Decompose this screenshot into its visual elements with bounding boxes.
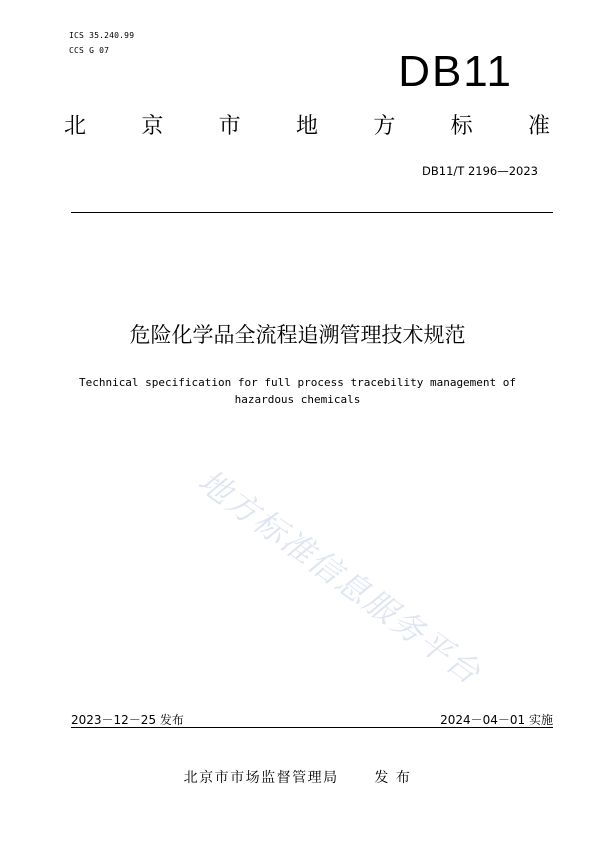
category-char: 方 <box>373 114 396 139</box>
standard-number: DB11/T 2196—2023 <box>422 164 538 178</box>
category-char: 准 <box>527 114 550 139</box>
divider-top <box>71 212 553 213</box>
category-char: 市 <box>218 114 241 139</box>
category-char: 京 <box>141 114 164 139</box>
standard-category <box>64 116 550 138</box>
category-char: 北 <box>64 114 87 139</box>
db-code-logo: DB11 <box>398 47 513 96</box>
title-chinese: 危险化学品全流程追溯管理技术规范 <box>129 323 466 347</box>
divider-bottom <box>71 727 553 728</box>
issue-date: 2023－12－25 发布 <box>71 713 184 727</box>
category-char: 地 <box>295 114 318 139</box>
category-char: 标 <box>450 114 473 139</box>
ccs-code: CCS G 07 <box>69 46 110 55</box>
ics-code: ICS 35.240.99 <box>69 31 135 40</box>
watermark: 地方标准信息服务平台 <box>191 461 489 693</box>
implementation-date: 2024－04－01 实施 <box>440 713 553 727</box>
title-english: Technical specification for full process tracebility management of hazardous chemicals <box>78 376 517 406</box>
issuer: 北京市市场监督管理局 发 布 <box>183 770 412 786</box>
